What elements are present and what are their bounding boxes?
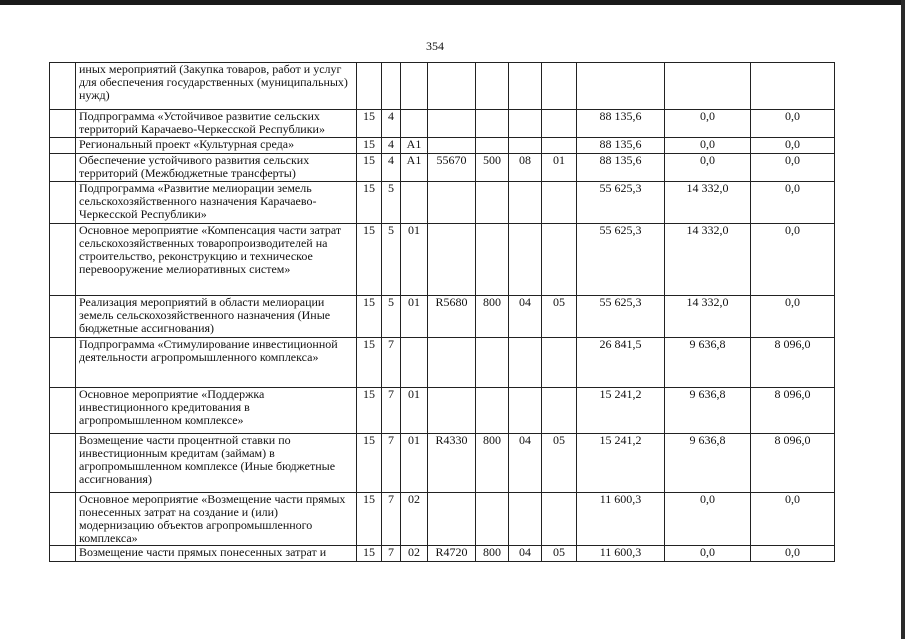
code-direction-cell: А1 — [401, 138, 428, 154]
code-program-cell: 15 — [357, 388, 382, 434]
code-expense-cell — [428, 63, 476, 110]
amount-year-2-cell: 0,0 — [665, 154, 751, 182]
amount-year-1-cell: 55 625,3 — [577, 296, 665, 338]
amount-year-2-cell — [665, 63, 751, 110]
table-body — [50, 63, 835, 562]
amount-year-3-cell: 0,0 — [751, 493, 835, 546]
code-section-cell — [509, 138, 542, 154]
table-row — [50, 182, 835, 224]
amount-year-2-cell: 9 636,8 — [665, 434, 751, 493]
code-subsection-cell — [542, 138, 577, 154]
code-type-cell: 800 — [476, 434, 509, 493]
table-row — [50, 296, 835, 338]
amount-year-3-cell: 0,0 — [751, 138, 835, 154]
code-section-cell — [509, 110, 542, 138]
code-expense-cell: R5680 — [428, 296, 476, 338]
table-row — [50, 138, 835, 154]
amount-year-3-cell: 0,0 — [751, 182, 835, 224]
table-row — [50, 546, 835, 562]
amount-year-3-cell: 0,0 — [751, 546, 835, 562]
code-type-cell — [476, 338, 509, 388]
row-margin-cell — [50, 138, 76, 154]
amount-year-3-cell: 0,0 — [751, 224, 835, 296]
code-type-cell: 500 — [476, 154, 509, 182]
budget-table — [49, 62, 835, 562]
row-margin-cell — [50, 154, 76, 182]
row-margin-cell — [50, 182, 76, 224]
code-section-cell — [509, 388, 542, 434]
code-subsection-cell: 05 — [542, 296, 577, 338]
row-name-cell: иных мероприятий (Закупка товаров, работ и услуг для обеспечения государственных (муниципальных) нужд) — [76, 63, 357, 110]
code-subsection-cell: 05 — [542, 546, 577, 562]
code-expense-cell — [428, 224, 476, 296]
code-direction-cell — [401, 110, 428, 138]
code-section-cell — [509, 182, 542, 224]
table-row — [50, 338, 835, 388]
row-margin-cell — [50, 493, 76, 546]
code-direction-cell: 01 — [401, 434, 428, 493]
row-name-cell: Подпрограмма «Устойчивое развитие сельских территорий Карачаево-Черкесской Республики» — [76, 110, 357, 138]
code-section-cell — [509, 63, 542, 110]
row-name-cell: Подпрограмма «Развитие мелиорации земель сельскохозяйственного назначения Карачаево-Черкесской Республики» — [76, 182, 357, 224]
code-expense-cell — [428, 338, 476, 388]
amount-year-1-cell: 15 241,2 — [577, 434, 665, 493]
code-section-cell — [509, 338, 542, 388]
amount-year-3-cell: 8 096,0 — [751, 388, 835, 434]
code-subsection-cell — [542, 110, 577, 138]
amount-year-2-cell: 0,0 — [665, 110, 751, 138]
code-expense-cell — [428, 110, 476, 138]
code-subsection-cell — [542, 338, 577, 388]
code-subsection-cell — [542, 224, 577, 296]
table-row — [50, 63, 835, 110]
code-subprogram-cell — [382, 63, 401, 110]
amount-year-3-cell: 8 096,0 — [751, 338, 835, 388]
amount-year-1-cell: 55 625,3 — [577, 224, 665, 296]
row-margin-cell — [50, 110, 76, 138]
amount-year-2-cell: 0,0 — [665, 546, 751, 562]
code-section-cell: 04 — [509, 434, 542, 493]
row-margin-cell — [50, 224, 76, 296]
amount-year-1-cell: 88 135,6 — [577, 110, 665, 138]
code-expense-cell: R4330 — [428, 434, 476, 493]
code-type-cell — [476, 388, 509, 434]
row-name-cell: Основное мероприятие «Компенсация части затрат сельскохозяйственных товаропроизводителей на строительство, реконструкцию и техническое перевооружение мелиоративных систем» — [76, 224, 357, 296]
row-margin-cell — [50, 388, 76, 434]
table-row — [50, 110, 835, 138]
amount-year-3-cell: 0,0 — [751, 110, 835, 138]
code-subprogram-cell: 7 — [382, 493, 401, 546]
code-type-cell — [476, 224, 509, 296]
amount-year-2-cell: 14 332,0 — [665, 182, 751, 224]
code-subsection-cell — [542, 182, 577, 224]
table-row — [50, 388, 835, 434]
amount-year-2-cell: 14 332,0 — [665, 224, 751, 296]
row-margin-cell — [50, 63, 76, 110]
code-section-cell — [509, 224, 542, 296]
row-margin-cell — [50, 338, 76, 388]
row-name-cell: Региональный проект «Культурная среда» — [76, 138, 357, 154]
code-direction-cell — [401, 338, 428, 388]
code-direction-cell: А1 — [401, 154, 428, 182]
code-type-cell — [476, 110, 509, 138]
code-subprogram-cell: 5 — [382, 224, 401, 296]
row-name-cell: Основное мероприятие «Поддержка инвестиционного кредитования в агропромышленном комплексе» — [76, 388, 357, 434]
code-subprogram-cell: 7 — [382, 338, 401, 388]
amount-year-1-cell: 88 135,6 — [577, 154, 665, 182]
code-subsection-cell — [542, 493, 577, 546]
row-name-cell: Обеспечение устойчивого развития сельских территорий (Межбюджетные трансферты) — [76, 154, 357, 182]
code-section-cell: 04 — [509, 296, 542, 338]
scan-edge-right — [901, 0, 905, 639]
table-row — [50, 154, 835, 182]
code-subprogram-cell: 4 — [382, 154, 401, 182]
code-subsection-cell — [542, 63, 577, 110]
code-expense-cell: R4720 — [428, 546, 476, 562]
code-subsection-cell — [542, 388, 577, 434]
amount-year-1-cell: 15 241,2 — [577, 388, 665, 434]
code-direction-cell: 02 — [401, 493, 428, 546]
code-program-cell: 15 — [357, 338, 382, 388]
code-expense-cell — [428, 493, 476, 546]
row-name-cell: Основное мероприятие «Возмещение части прямых понесенных затрат на создание и (или) модернизацию объектов агропромышленного комплекса» — [76, 493, 357, 546]
amount-year-3-cell: 0,0 — [751, 154, 835, 182]
code-expense-cell — [428, 388, 476, 434]
page-number: 354 — [426, 39, 444, 53]
amount-year-2-cell: 0,0 — [665, 493, 751, 546]
code-section-cell: 04 — [509, 546, 542, 562]
code-program-cell: 15 — [357, 110, 382, 138]
amount-year-2-cell: 9 636,8 — [665, 388, 751, 434]
code-type-cell: 800 — [476, 546, 509, 562]
amount-year-3-cell — [751, 63, 835, 110]
scan-edge-top — [0, 0, 905, 5]
code-section-cell: 08 — [509, 154, 542, 182]
code-direction-cell: 01 — [401, 224, 428, 296]
code-direction-cell — [401, 63, 428, 110]
code-direction-cell: 02 — [401, 546, 428, 562]
amount-year-1-cell: 11 600,3 — [577, 493, 665, 546]
code-section-cell — [509, 493, 542, 546]
code-subprogram-cell: 4 — [382, 110, 401, 138]
code-program-cell: 15 — [357, 182, 382, 224]
code-expense-cell: 55670 — [428, 154, 476, 182]
amount-year-3-cell: 8 096,0 — [751, 434, 835, 493]
code-subprogram-cell: 4 — [382, 138, 401, 154]
code-program-cell: 15 — [357, 138, 382, 154]
code-subprogram-cell: 5 — [382, 296, 401, 338]
table-row — [50, 434, 835, 493]
row-margin-cell — [50, 296, 76, 338]
code-direction-cell — [401, 182, 428, 224]
amount-year-1-cell: 26 841,5 — [577, 338, 665, 388]
code-subsection-cell: 05 — [542, 434, 577, 493]
amount-year-1-cell — [577, 63, 665, 110]
code-program-cell: 15 — [357, 434, 382, 493]
code-subprogram-cell: 7 — [382, 546, 401, 562]
amount-year-2-cell: 0,0 — [665, 138, 751, 154]
code-program-cell: 15 — [357, 493, 382, 546]
amount-year-1-cell: 55 625,3 — [577, 182, 665, 224]
code-expense-cell — [428, 182, 476, 224]
amount-year-1-cell: 88 135,6 — [577, 138, 665, 154]
code-type-cell: 800 — [476, 296, 509, 338]
code-subprogram-cell: 5 — [382, 182, 401, 224]
code-program-cell: 15 — [357, 296, 382, 338]
row-margin-cell — [50, 546, 76, 562]
amount-year-2-cell: 14 332,0 — [665, 296, 751, 338]
row-margin-cell — [50, 434, 76, 493]
code-program-cell: 15 — [357, 546, 382, 562]
code-type-cell — [476, 493, 509, 546]
row-name-cell: Возмещение части процентной ставки по инвестиционным кредитам (займам) в агропромышленном комплексе (Иные бюджетные ассигнования) — [76, 434, 357, 493]
row-name-cell: Подпрограмма «Стимулирование инвестиционной деятельности агропромышленного комплекса» — [76, 338, 357, 388]
code-direction-cell: 01 — [401, 296, 428, 338]
code-program-cell — [357, 63, 382, 110]
code-subsection-cell: 01 — [542, 154, 577, 182]
code-subprogram-cell: 7 — [382, 388, 401, 434]
code-program-cell: 15 — [357, 154, 382, 182]
code-expense-cell — [428, 138, 476, 154]
code-type-cell — [476, 63, 509, 110]
row-name-cell: Реализация мероприятий в области мелиорации земель сельскохозяйственного назначения (Иные бюджетные ассигнования) — [76, 296, 357, 338]
code-program-cell: 15 — [357, 224, 382, 296]
amount-year-2-cell: 9 636,8 — [665, 338, 751, 388]
code-type-cell — [476, 182, 509, 224]
amount-year-1-cell: 11 600,3 — [577, 546, 665, 562]
table-row — [50, 493, 835, 546]
code-type-cell — [476, 138, 509, 154]
amount-year-3-cell: 0,0 — [751, 296, 835, 338]
table-row — [50, 224, 835, 296]
row-name-cell: Возмещение части прямых понесенных затрат и — [76, 546, 357, 562]
code-subprogram-cell: 7 — [382, 434, 401, 493]
code-direction-cell: 01 — [401, 388, 428, 434]
